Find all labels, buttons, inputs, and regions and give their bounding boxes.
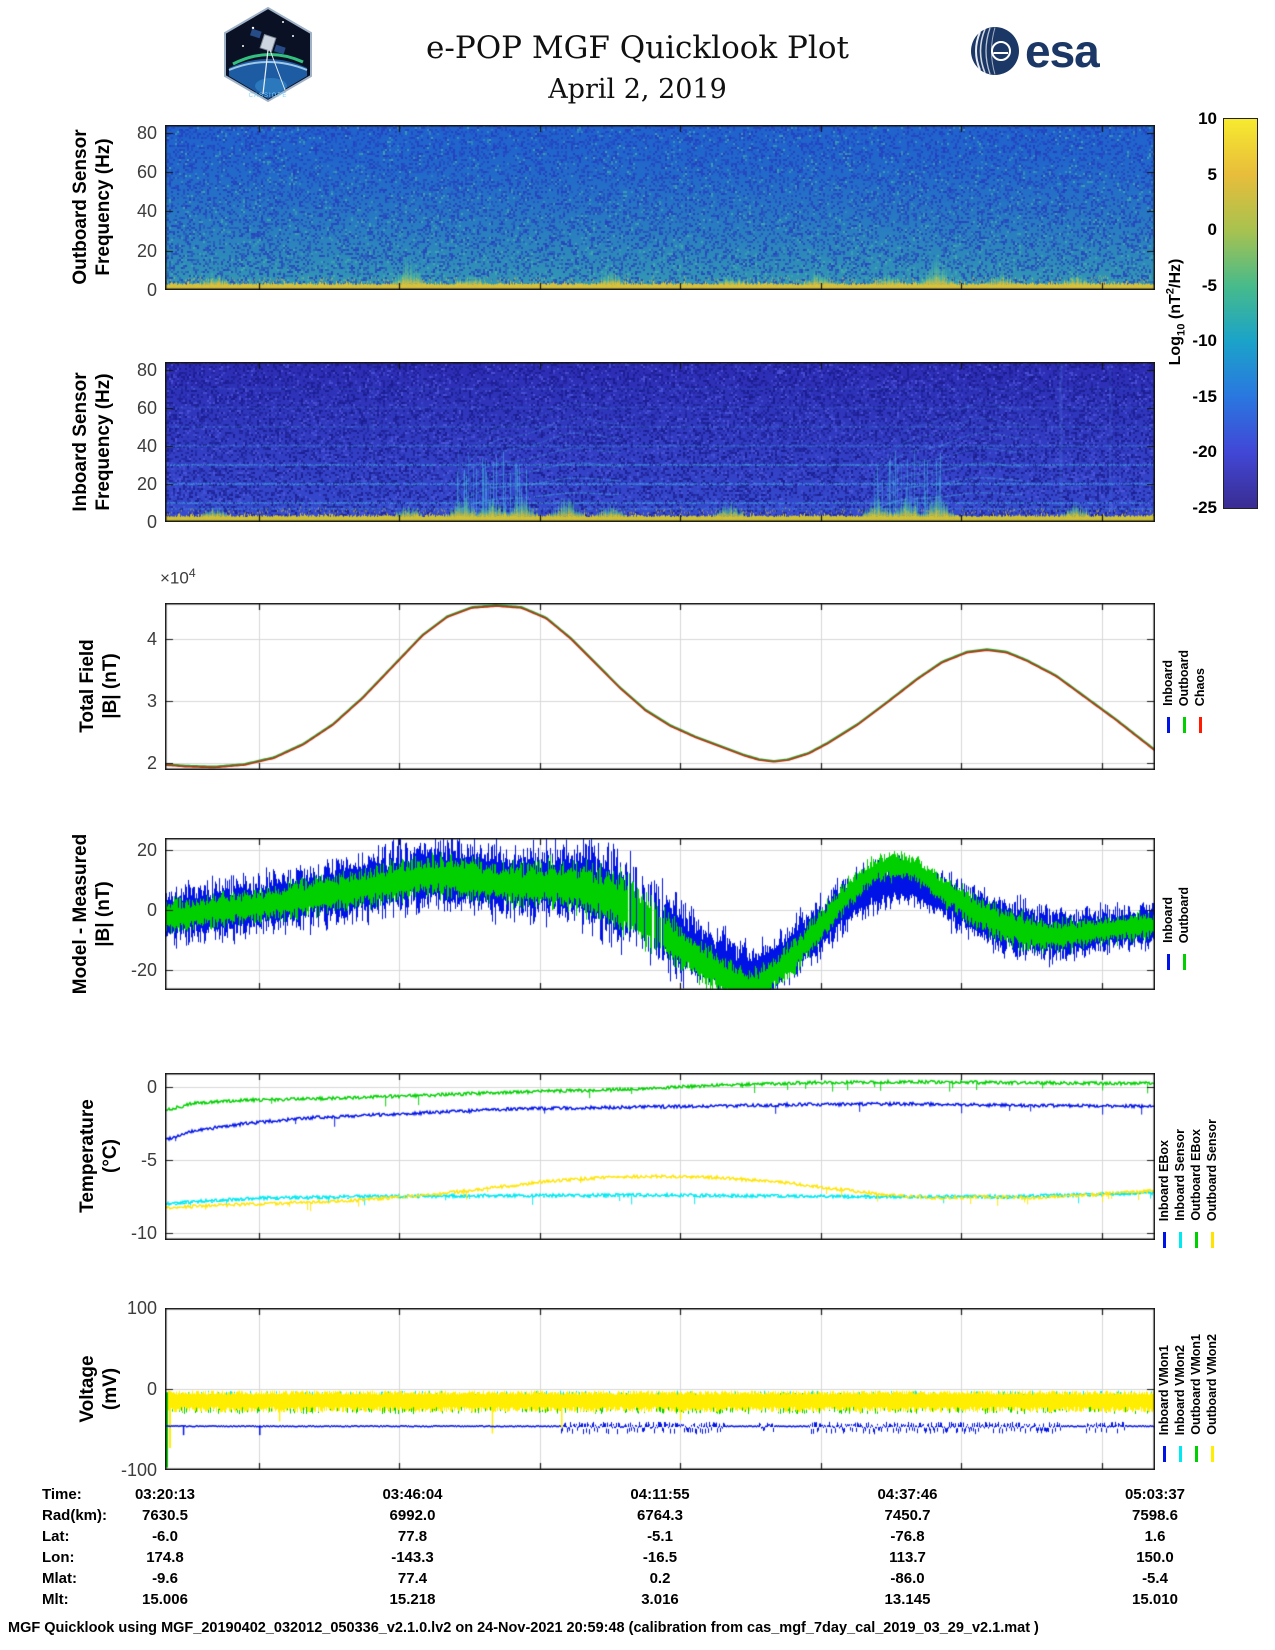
colorbar-tick-label: 0 [1207,220,1217,240]
legend-label: Inboard VMon2 [1173,1344,1187,1435]
legend-temperature [1158,1038,1219,1248]
legend-entry-chaos [1194,668,1207,733]
table-cell: 15.006 [142,1591,188,1608]
table-row-label: Lat: [42,1528,70,1545]
legend-entry-inboard-ebox [1158,1140,1171,1248]
legend-voltage [1158,1252,1219,1462]
colorbar-tick-label: -20 [1192,442,1217,462]
table-row-label: Mlt: [42,1591,69,1608]
legend-label: Inboard EBox [1157,1139,1171,1221]
table-cell: -5.1 [647,1528,673,1545]
y-tick-label: 80 [136,359,157,380]
legend-color-swatch [1195,1232,1199,1248]
total-field-scale-exponent: $\times 10^4$ [160,566,196,588]
legend-label: Inboard VMon1 [1157,1344,1171,1435]
table-cell: 7450.7 [884,1507,931,1524]
table-cell: 03:20:13 [134,1486,196,1503]
y-tick-label: 4 [146,629,157,649]
y-tick-label: -20 [130,959,157,980]
table-cell: 113.7 [889,1549,926,1566]
legend-entry-inboard [1162,897,1175,970]
legend-color-swatch [1179,1446,1183,1462]
table-cell: 77.8 [397,1528,428,1545]
y-tick-label: 0 [146,512,157,532]
table-cell: 04:11:55 [630,1486,690,1503]
legend-color-swatch [1199,717,1203,733]
table-cell: -9.6 [152,1570,178,1587]
y-tick-label: 60 [136,162,157,183]
table-cell: 174.8 [146,1549,184,1566]
y-tick-label: 0 [146,280,157,300]
esa-globe-icon [970,26,1020,76]
table-cell: 7630.5 [142,1507,188,1524]
table-cell: 3.016 [641,1591,679,1608]
legend-color-swatch [1167,717,1171,733]
y-tick-label: 0 [146,1077,157,1098]
colorbar-tick-label: 5 [1207,164,1217,184]
legend-total-field [1162,523,1207,733]
svg-text:CASSIOPE: CASSIOPE [248,93,288,99]
page-title: e-POP MGF Quicklook Plot [426,30,849,66]
table-cell: 7598.6 [1132,1507,1178,1524]
legend-model-minus-measured [1162,760,1191,970]
legend-color-swatch [1163,1446,1167,1462]
table-cell: -86.0 [890,1570,925,1587]
y-tick-label: 60 [136,397,157,418]
legend-entry-outboard-sensor [1206,1119,1219,1248]
legend-label: Outboard VMon2 [1205,1334,1219,1435]
legend-label: Inboard [1161,897,1175,943]
table-cell: -6.0 [152,1528,178,1545]
legend-entry-outboard-vmon2 [1206,1334,1219,1462]
colorbar-tick-label: 10 [1198,109,1217,128]
legend-entry-outboard-ebox [1190,1129,1203,1248]
y-tick-label: -10 [130,1223,157,1244]
y-tick-label: 20 [136,240,157,261]
legend-entry-inboard-vmon2 [1174,1345,1187,1462]
voltage-canvas [165,1308,1155,1470]
colorbar [1223,118,1258,509]
outboard-spectrogram-canvas [165,125,1155,290]
legend-entry-inboard-sensor [1174,1129,1187,1248]
y-tick-label: 2 [146,753,157,774]
footer-provenance-text: MGF Quicklook using MGF_20190402_032012_050336_v2.1.0.lv2 on 24-Nov-2021 20:59:48 (calibration from cas_mgf_7day_cal_2019_03_29_v2.1.mat ) [8,1620,1039,1636]
legend-entry-outboard [1178,650,1191,733]
colorbar-tick-label: -25 [1192,497,1217,517]
table-cell: 6992.0 [389,1507,436,1524]
legend-color-swatch [1211,1232,1215,1248]
y-tick-label: -5 [140,1150,157,1171]
y-tick-label: 20 [136,839,157,860]
table-cell: -5.4 [1142,1570,1168,1587]
legend-entry-inboard [1162,660,1175,733]
y-tick-label: 40 [136,201,157,222]
y-tick-label: 40 [136,435,157,456]
table-row-label: Lon: [42,1549,75,1566]
colorbar-tick-label: -5 [1201,275,1217,295]
table-row-label: Time: [42,1486,82,1503]
table-cell: -143.3 [391,1549,434,1566]
legend-label: Outboard Sensor [1205,1118,1219,1221]
y-tick-label: 0 [146,1379,157,1399]
y-tick-label: 20 [136,473,157,494]
esa-logo-text: esa [1025,25,1099,77]
y-tick-label: -100 [120,1460,157,1480]
legend-color-swatch [1183,954,1187,970]
y-tick-label: 100 [126,1298,157,1318]
panel-model-minus-measured [165,838,1155,990]
table-cell: 6764.3 [637,1507,683,1524]
panel-temperature [165,1073,1155,1240]
legend-color-swatch [1163,1232,1167,1248]
table-cell: 03:46:04 [382,1486,443,1503]
legend-entry-outboard-vmon1 [1190,1334,1203,1462]
table-cell: 04:37:46 [877,1486,938,1503]
panel-voltage [165,1308,1155,1470]
table-cell: 0.2 [649,1570,671,1587]
esa-logo [970,26,1099,76]
total-field-canvas [165,603,1155,770]
y-tick-label: 0 [146,899,157,920]
panel-outboard-spectrogram [165,125,1155,290]
page-subtitle-date: April 2, 2019 [548,74,727,105]
table-cell: 15.218 [389,1591,436,1608]
legend-label: Outboard EBox [1189,1129,1203,1221]
table-cell: 77.4 [397,1570,428,1587]
table-cell: 150.0 [1136,1549,1174,1566]
table-cell: 15.010 [1132,1591,1178,1608]
legend-label: Outboard VMon1 [1189,1334,1203,1435]
legend-label: Inboard [1161,660,1175,706]
legend-color-swatch [1183,717,1187,733]
colorbar-tick-label: -15 [1192,386,1217,406]
legend-label: Inboard Sensor [1173,1129,1187,1221]
table-row-label: Rad(km): [42,1507,108,1524]
legend-color-swatch [1195,1446,1199,1462]
quicklook-figure: CASSIOPE e-POP MGF Quicklook Plot April 2, 2019 esa Outboard Sensor Frequency (Hz) Inboard Sensor Frequency (Hz) Total Field |B| (nT) Model - Measured |B| (nT) Temperature (°C) Voltage (mV) $\times 10^4$ Log$_{10}$ $(nT^2/Hz)$ Inboard Outboard Chaos Inboard Outboard Inboard EBox Inboard Sensor Outboard EBox Outboard Sensor Inboard VMon1 Inboard VMon2 Outboard VMon1 Outboard VMon2 Time: 03:20:13 03:46:04 04:11:55 04:37:46 05:03:37 Rad(km): 7630.5 6992.0 6764.3 7450.7 7598.6 Lat: -6.0 77.8 -5.1 -76.8 1.6 Lon: 174.8 -143.3 -16.5 113.7 150.0 Mlat: -9.6 77.4 0.2 -86.0 -5.4 Mlt: 15.006 15.218 3.016 13.145 15.010 MGF Quicklook using MGF_20190402_032012_050336_v2.1.0.lv2 on 24-Nov-2021 20:59:48 (calibration from cas_mgf_7day_cal_2019_03_29_v2.1.mat ) 80 60 40 20 0 80 60 40 20 0 4 3 2 20 0 -20 0 -5 -10 100 0 -100 10 5 0 -5 -10 -15 -20 -25 [0,0,1275,1650]
legend-entry-outboard [1178,887,1191,970]
legend-color-swatch [1167,954,1171,970]
legend-color-swatch [1179,1232,1183,1248]
y-tick-label: 80 [136,122,157,143]
table-cell: -76.8 [890,1528,925,1545]
y-tick-label: 3 [146,691,157,712]
legend-entry-inboard-vmon1 [1158,1345,1171,1462]
legend-label: Outboard [1177,649,1191,706]
panel-total-field [165,603,1155,770]
table-cell: 13.145 [884,1591,931,1608]
table-cell: -16.5 [642,1549,678,1566]
colorbar-tick-label: -10 [1192,331,1217,351]
temperature-canvas [165,1073,1155,1240]
model-minus-measured-canvas [165,838,1155,990]
legend-color-swatch [1211,1446,1215,1462]
legend-label: Chaos [1193,667,1207,706]
legend-label: Outboard [1177,886,1191,943]
table-row-label: Mlat: [42,1570,77,1587]
table-cell: 1.6 [1144,1528,1166,1545]
table-cell: 05:03:37 [1124,1486,1186,1503]
